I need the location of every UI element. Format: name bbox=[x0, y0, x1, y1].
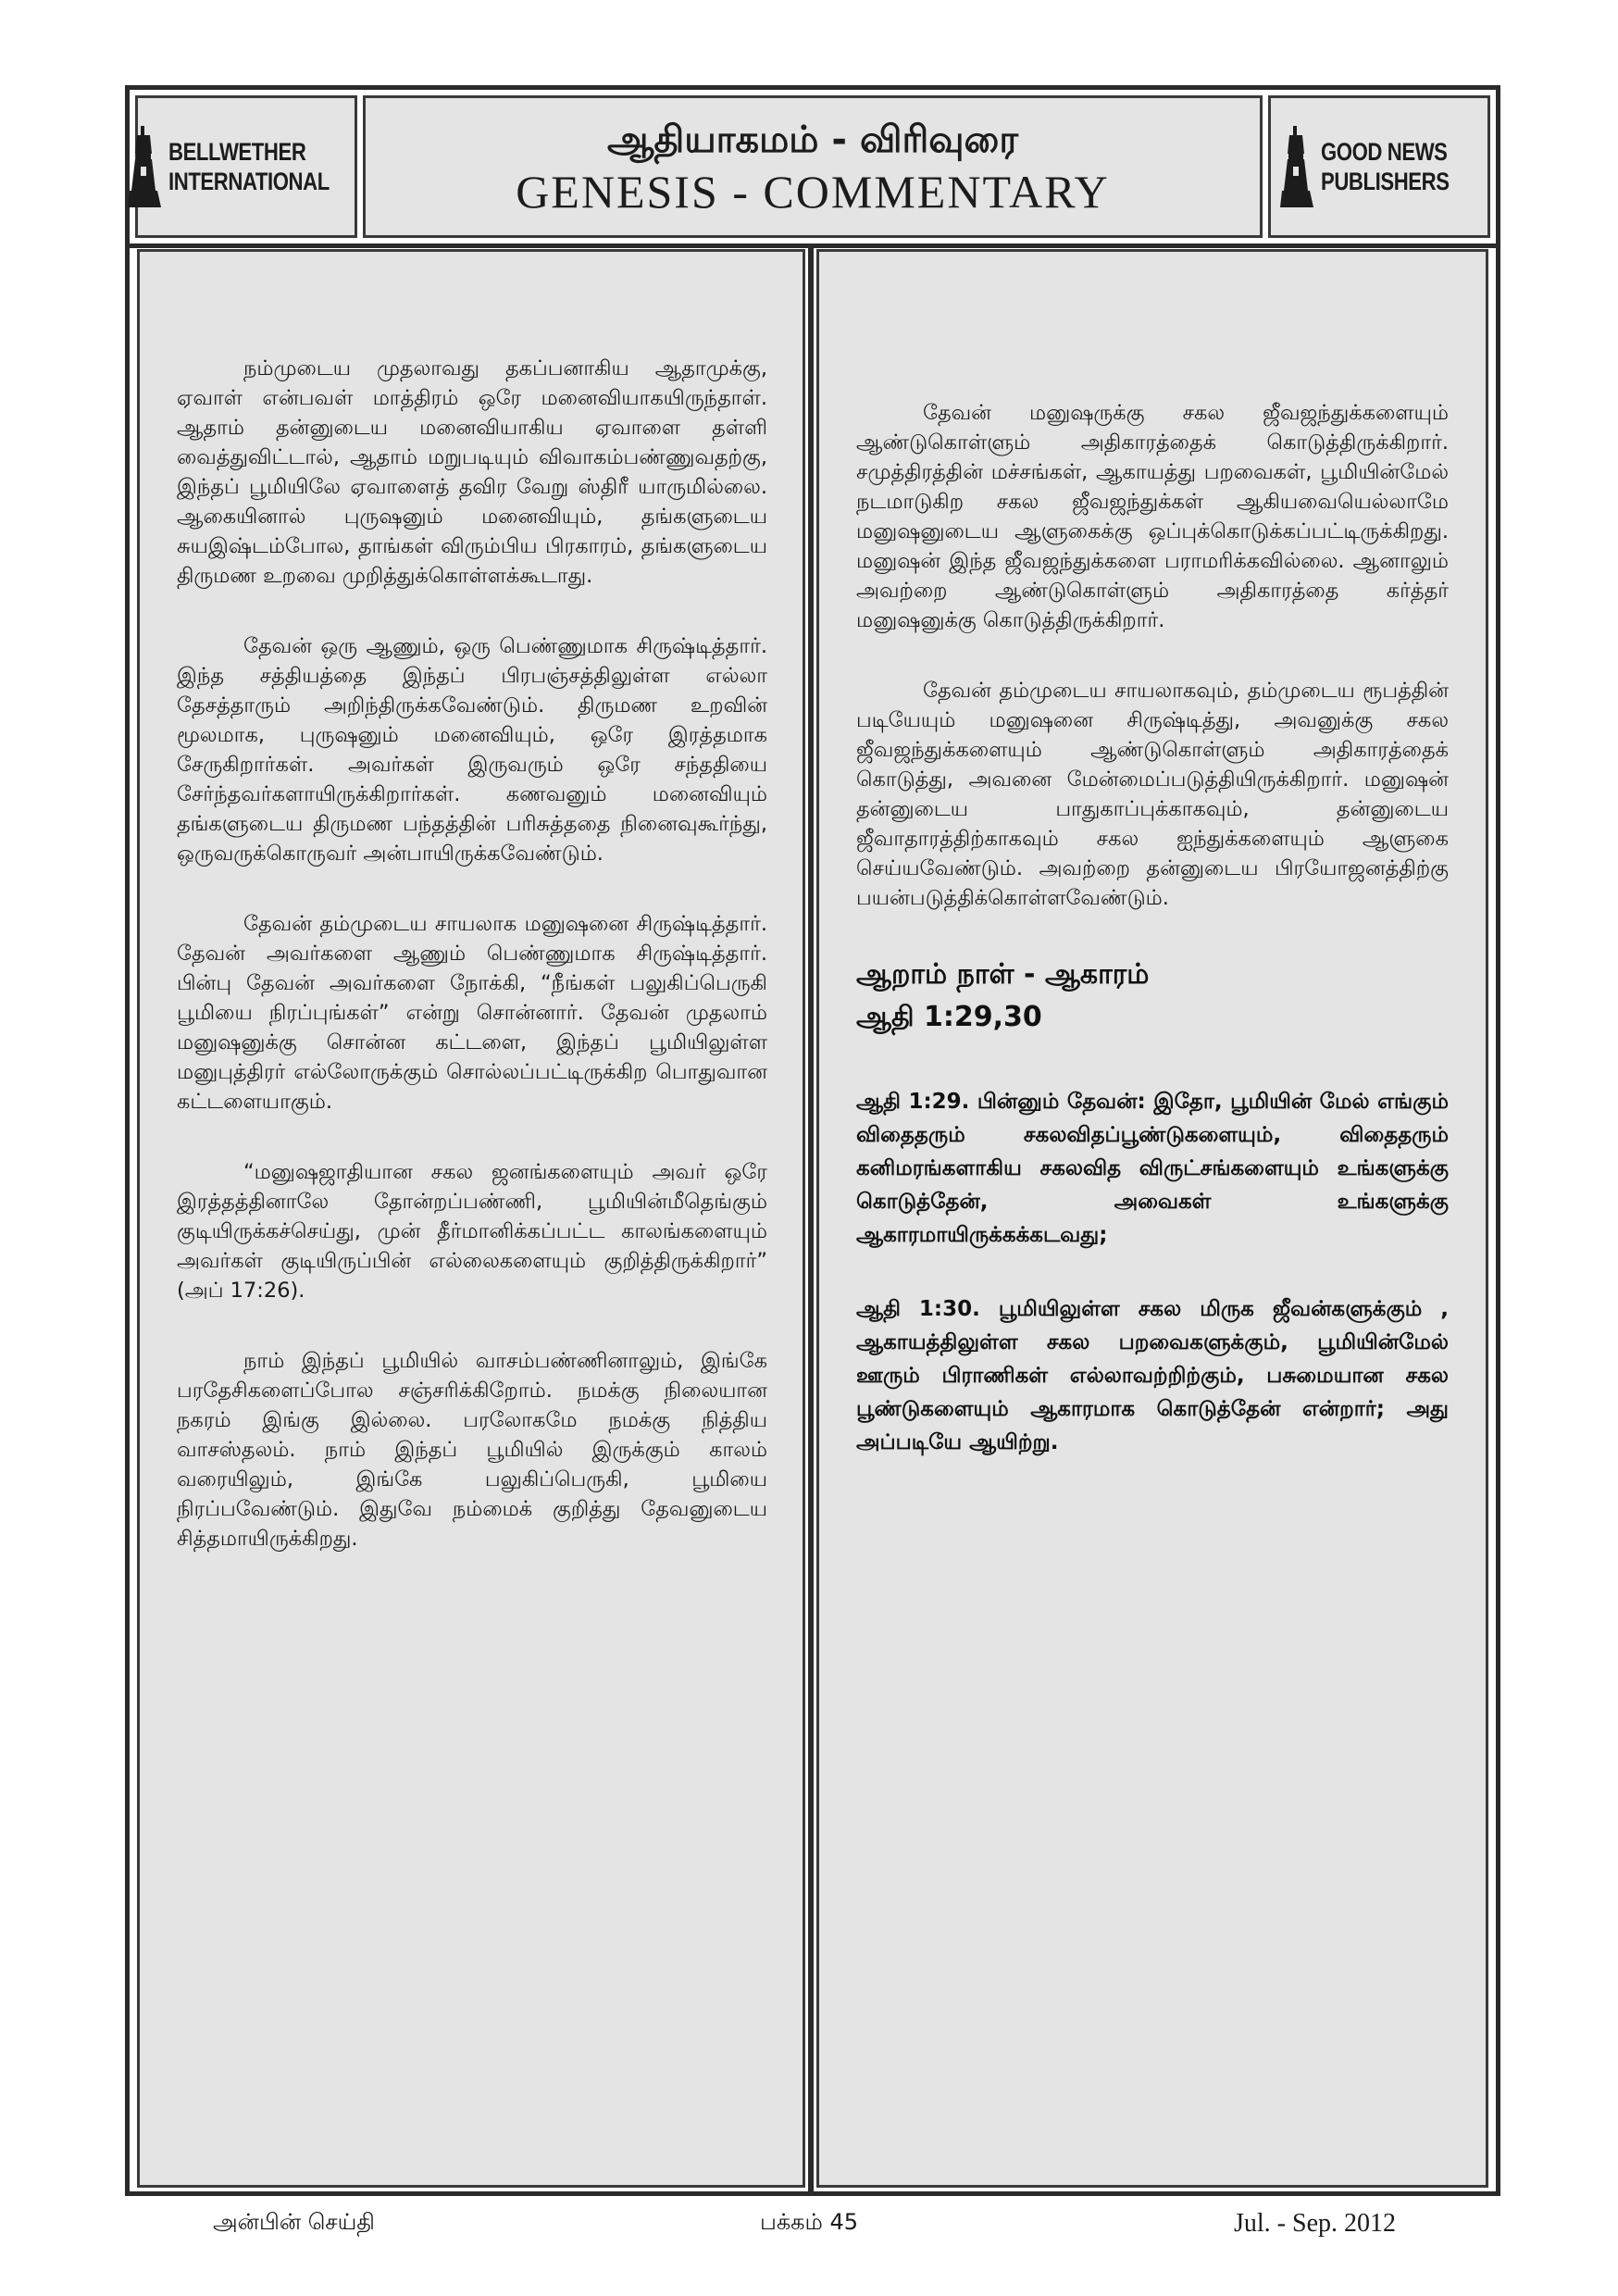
left-logo-line2: INTERNATIONAL bbox=[168, 168, 330, 195]
footer-page-number: பக்கம் 45 bbox=[759, 2209, 859, 2235]
good-news-logo bbox=[1280, 126, 1477, 207]
left-column bbox=[137, 249, 805, 2188]
column-divider bbox=[808, 243, 814, 2191]
section-heading-line1: ஆறாம் நாள் - ஆகாரம் bbox=[856, 958, 1150, 991]
section-heading bbox=[856, 954, 1449, 1039]
bellwether-logo-box bbox=[135, 95, 357, 238]
title-english: GENESIS - COMMENTARY bbox=[516, 166, 1110, 218]
page-frame bbox=[125, 85, 1500, 2196]
bell-tower-icon bbox=[1280, 126, 1315, 207]
left-paragraph-5: நாம் இந்தப் பூமியில் வாசம்பண்ணினாலும், இங்கே பரதேசிகளைப்போல சஞ்சரிக்கிறோம். நமக்கு நிலையான நகரம் இங்கு இல்லை. பரலோகமே நமக்கு நித்திய வாசஸ்தலம். நாம் இந்தப் பூமியில் இருக்கும் காலம் வரையிலும், இங்கே பலுகிப்பெருகி, பூமியை நிரப்பவேண்டும். இதுவே நம்மைக் குறித்து தேவனுடைய சித்தமாயிருக்கிறது. bbox=[177, 1349, 767, 1551]
bell-tower-icon bbox=[128, 126, 163, 207]
good-news-logo-box bbox=[1268, 95, 1490, 238]
left-paragraph-4: “மனுஷஜாதியான சகல ஜனங்களையும் அவர் ஒரே இரத்தத்தினாலே தோன்றப்பண்ணி, பூமியின்மீதெங்கும் குடியிருக்கச்செய்து, முன் தீர்மானிக்கப்பட்ட காலங்களையும் அவர்கள் குடியிருப்பின் எல்லைகளையும் குறித்திருக்கிறார்” (அப் 17:26). bbox=[177, 1160, 767, 1303]
footer-issue-date: Jul. - Sep. 2012 bbox=[1234, 2209, 1396, 2238]
right-paragraph-2: தேவன் தம்முடைய சாயலாகவும், தம்முடைய ரூபத்தின் படியேயும் மனுஷனை சிருஷ்டித்து, அவனுக்கு சகல ஜீவஜந்துக்களையும் ஆண்டுகொள்ளும் அதிகாரத்தைக் கொடுத்து, அவனை மேன்மைப்படுத்தியிருக்கிறார். மனுஷன் தன்னுடைய பாதுகாப்புக்காகவும், தன்னுடைய ஜீவாதாரத்திற்காகவும் சகல ஐந்துக்களையும் ஆளுகை செய்யவேண்டும். அவற்றை தன்னுடைய பிரயோஜனத்திற்கு பயன்படுத்திக்கொள்ளவேண்டும். bbox=[856, 679, 1449, 910]
right-paragraph-1: தேவன் மனுஷருக்கு சகல ஜீவஜந்துக்களையும் ஆண்டுகொள்ளும் அதிகாரத்தைக் கொடுத்திருக்கிறார். சமுத்திரத்தின் மச்சங்கள், ஆகாயத்து பறவைகள், பூமியின்மேல் நடமாடுகிற சகல ஜீவஜந்துக்கள் ஆகியவையெல்லாமே மனுஷனுடைய ஆளுகைக்கு ஒப்புக்கொடுக்கப்பட்டிருக்கிறது. மனுஷன் இந்த ஜீவஜந்துக்களை பராமரிக்கவில்லை. ஆனாலும் அவற்றை ஆண்டுகொள்ளும் அதிகாரத்தை கர்த்தர் மனுஷனுக்கு கொடுத்திருக்கிறார். bbox=[856, 401, 1449, 632]
right-column bbox=[816, 249, 1488, 2188]
title-tamil: ஆதியாகமம் - விரிவுரை bbox=[606, 119, 1019, 161]
footer-magazine-name: அன்பின் செய்தி bbox=[213, 2209, 375, 2235]
bellwether-logo bbox=[128, 126, 365, 207]
left-paragraph-1: நம்முடைய முதலாவது தகப்பனாகிய ஆதாமுக்கு, ஏவாள் என்பவள் மாத்திரம் ஒரே மனைவியாகயிருந்தாள். ஆதாம் தன்னுடைய மனைவியாகிய ஏவாளை தள்ளி வைத்துவிட்டால், ஆதாம் மறுபடியும் விவாகம்பண்ணுவதற்கு, இந்தப் பூமியிலே ஏவாளைத் தவிர வேறு ஸ்திரீ யாருமில்லை. ஆகையினால் புருஷனும் மனைவியும், தங்களுடைய சுயஇஷ்டம்போல, தாங்கள் விரும்பிய பிரகாரம், தங்களுடைய திருமண உறவை முறித்துக்கொள்ளக்கூடாது. bbox=[177, 356, 767, 588]
left-paragraph-2: தேவன் ஒரு ஆணும், ஒரு பெண்ணுமாக சிருஷ்டித்தார். இந்த சத்தியத்தை இந்தப் பிரபஞ்சத்திலுள்ள எல்லா தேசத்தாரும் அறிந்திருக்கவேண்டும். திருமண உறவின் மூலமாக, புருஷனும் மனைவியும், ஒரே இரத்தமாக சேருகிறார்கள். அவர்கள் இருவரும் ஒரே சந்ததியை சேர்ந்தவர்களாயிருக்கிறார்கள். கணவனும் மனைவியும் தங்களுடைய திருமண பந்தத்தின் பரிசுத்ததை நினைவுகூர்ந்து, ஒருவருக்கொருவர் அன்பாயிருக்கவேண்டும். bbox=[177, 634, 767, 866]
page-footer bbox=[0, 2209, 1618, 2246]
verse-1-30: ஆதி 1:30. பூமியிலுள்ள சகல மிருக ஜீவன்களுக்கும் , ஆகாயத்திலுள்ள சகல பறவைகளுக்கும், பூமியின்மேல் ஊரும் பிராணிகள் எல்லாவற்றிற்கும், பசுமையான சகல பூண்டுகளையும் ஆகாரமாக கொடுத்தேன் என்றார்; அது அப்படியே ஆயிற்று. bbox=[856, 1297, 1449, 1454]
title-box bbox=[363, 95, 1263, 238]
right-logo-line1: GOOD NEWS bbox=[1321, 138, 1449, 166]
section-heading-line2: ஆதி 1:29,30 bbox=[856, 1001, 1042, 1033]
page-header bbox=[130, 90, 1496, 248]
verse-1-29: ஆதி 1:29. பின்னும் தேவன்: இதோ, பூமியின் மேல் எங்கும் விதைதரும் சகலவிதப்பூண்டுகளையும், விதைதரும் கனிமரங்களாகிய சகலவித விருட்சங்களையும் உங்களுக்கு கொடுத்தேன், அவைகள் உங்களுக்கு ஆகாரமாயிருக்கக்கடவது; bbox=[856, 1090, 1449, 1247]
right-logo-line2: PUBLISHERS bbox=[1321, 168, 1450, 195]
left-logo-line1: BELLWETHER bbox=[168, 138, 306, 166]
left-paragraph-3: தேவன் தம்முடைய சாயலாக மனுஷனை சிருஷ்டித்தார். தேவன் அவர்களை ஆணும் பெண்ணுமாக சிருஷ்டித்தார். பின்பு தேவன் அவர்களை நோக்கி, “நீங்கள் பலுகிப்பெருகி பூமியை நிரப்புங்கள்” என்று சொன்னார். தேவன் முதலாம் மனுஷனுக்கு சொன்ன கட்டளை, இந்தப் பூமியிலுள்ள மனுபுத்திரர் எல்லோருக்கும் சொல்லப்பட்டிருக்கிற பொதுவான கட்டளையாகும். bbox=[177, 912, 767, 1114]
